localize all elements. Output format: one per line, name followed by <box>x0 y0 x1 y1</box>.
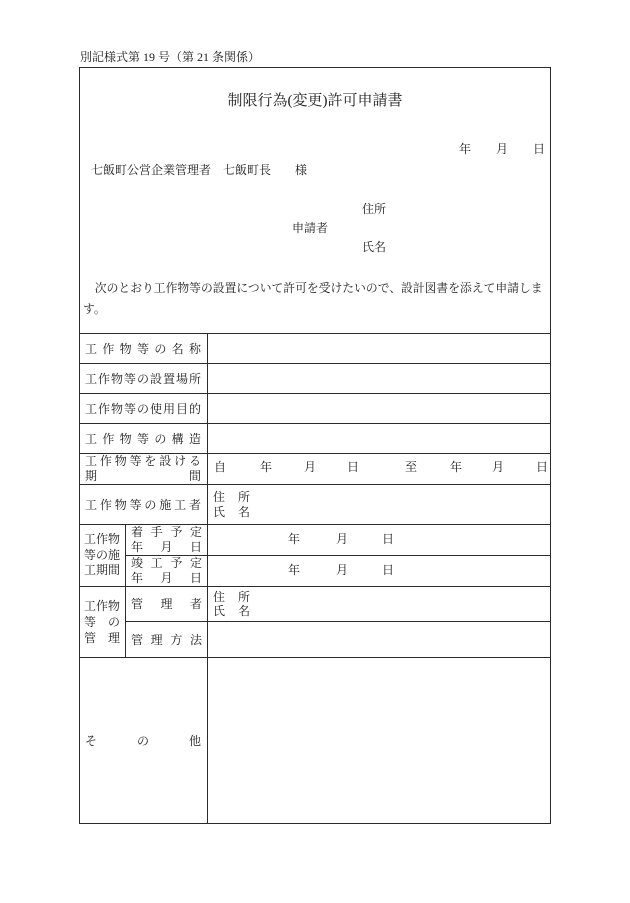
applicant-name-label: 氏名 <box>362 240 387 254</box>
completion-month-label: 月 <box>336 563 349 577</box>
construction-period-group-line-1: 工作物 <box>84 532 121 547</box>
management-method-label-cell <box>126 621 208 657</box>
manager-name-label: 氏名 <box>213 604 250 618</box>
request-text: 次のとおり工作物等の設置について許可を受けたいので、設計図書を添えて申請します。 <box>83 281 543 316</box>
installation-period-label-line-1: 工作物等を設ける <box>85 454 201 468</box>
contractor-name-label: 氏名 <box>213 504 250 519</box>
contractor-label-cell <box>79 484 208 524</box>
period-from-year-label: 年 <box>260 460 273 474</box>
construction-period-group-line-3: 工期間 <box>84 563 121 578</box>
manager-field-labels <box>213 590 250 618</box>
structure-type-label: 工作物等の構造 <box>85 431 201 446</box>
period-from-label: 自 <box>214 460 227 474</box>
management-group-line-2: 等の <box>84 615 120 629</box>
usage-purpose-label: 工作物等の使用目的 <box>85 401 201 416</box>
contractor-field-labels <box>213 490 250 520</box>
completion-year-label: 年 <box>288 563 301 577</box>
manager-value-cell <box>208 586 551 621</box>
start-year-label: 年 <box>288 532 301 546</box>
completion-date-value-cell <box>208 555 551 586</box>
structure-name-value-cell <box>208 333 551 363</box>
installation-period-value-cell <box>208 453 551 484</box>
period-to-day-label: 日 <box>536 460 549 474</box>
completion-date-label-line-1: 竣工予定 <box>131 556 202 570</box>
structure-type-value-cell <box>208 423 551 453</box>
start-day-label: 日 <box>382 532 395 546</box>
other-label: その他 <box>85 734 201 748</box>
period-to-month-label: 月 <box>492 460 505 474</box>
usage-purpose-value-cell <box>208 393 551 423</box>
contractor-address-label: 住所 <box>213 489 250 504</box>
date-day-label: 日 <box>533 142 546 156</box>
management-method-label: 管理方法 <box>131 632 202 647</box>
usage-purpose-label-cell <box>79 393 208 423</box>
structure-name-label-cell <box>79 333 208 363</box>
manager-address-label: 住所 <box>213 590 250 604</box>
installation-period-label-cell <box>79 453 208 484</box>
installation-location-label-cell <box>79 363 208 393</box>
contractor-value-cell <box>208 484 551 524</box>
management-group-cell <box>79 586 126 657</box>
date-year-label: 年 <box>459 142 472 156</box>
period-from-month-label: 月 <box>304 460 317 474</box>
addressee: 七飯町公営企業管理者 七飯町長 様 <box>91 163 308 177</box>
applicant-role-label: 申請者 <box>292 221 329 235</box>
structure-name-label: 工作物等の名称 <box>85 341 201 356</box>
start-date-label-line-1: 着手予定 <box>131 525 202 539</box>
completion-day-label: 日 <box>382 563 395 577</box>
form-number: 別記様式第 19 号（第 21 条関係） <box>80 50 261 64</box>
completion-date-label-line-2: 年月日 <box>131 571 202 585</box>
structure-type-label-cell <box>79 423 208 453</box>
period-to-year-label: 年 <box>450 460 463 474</box>
start-date-value-cell <box>208 524 551 555</box>
installation-location-value-cell <box>208 363 551 393</box>
start-date-label-cell <box>126 524 208 555</box>
installation-location-label: 工作物等の設置場所 <box>85 371 201 386</box>
manager-label-cell <box>126 586 208 621</box>
start-month-label: 月 <box>336 532 349 546</box>
start-date-label-line-2: 年月日 <box>131 540 202 554</box>
period-from-day-label: 日 <box>347 460 360 474</box>
form-title: 制限行為(変更)許可申請書 <box>227 93 403 109</box>
management-method-value-cell <box>208 621 551 657</box>
installation-period-label-line-2: 期間 <box>85 469 201 483</box>
date-month-label: 月 <box>496 142 509 156</box>
other-value-cell <box>208 657 551 824</box>
period-to-label: 至 <box>405 460 418 474</box>
contractor-label: 工作物等の施工者 <box>85 497 201 512</box>
construction-period-group-cell <box>79 524 126 586</box>
applicant-address-label: 住所 <box>362 202 387 216</box>
completion-date-label-cell <box>126 555 208 586</box>
construction-period-group-line-2: 等の施 <box>84 547 121 562</box>
management-group-line-3: 管理 <box>84 631 120 645</box>
management-group-line-1: 工作物 <box>84 599 121 613</box>
manager-label: 管理者 <box>131 597 202 611</box>
application-table <box>79 333 551 824</box>
other-label-cell <box>79 657 208 824</box>
